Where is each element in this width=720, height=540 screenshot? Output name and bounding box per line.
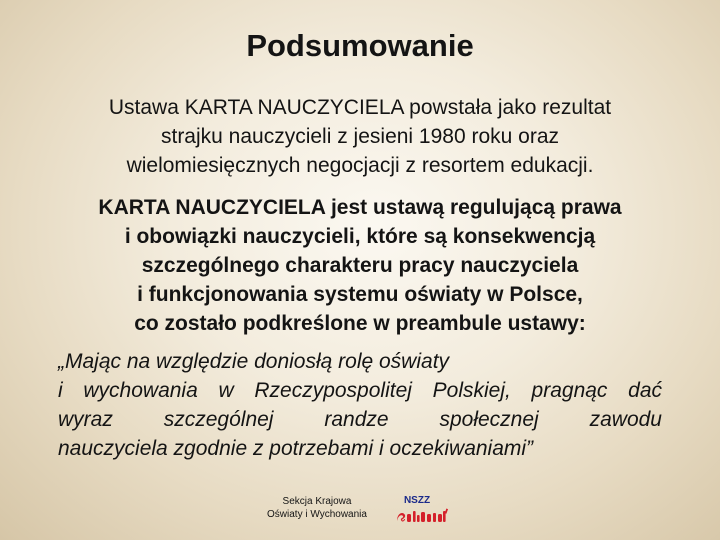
karta-paragraph (40, 193, 680, 338)
slide-title: Podsumowanie (246, 28, 474, 63)
preamble-quote (58, 347, 662, 463)
footer-organization (246, 495, 388, 521)
quote-line: „Mając na względzie doniosłą rolę oświaty (58, 350, 450, 373)
solidarnosc-logo-icon (396, 508, 448, 524)
intro-line: strajku nauczycieli z jesieni 1980 roku oraz (160, 125, 560, 148)
quote-line: wyraz szczególnej randze społecznej zawodu (58, 408, 662, 431)
intro-paragraph (40, 93, 680, 180)
karta-line: co zostało podkreślone w preambule ustawy: (134, 312, 586, 335)
karta-line: szczególnego charakteru pracy nauczyciela (141, 254, 579, 277)
logo-label: NSZZ (403, 495, 431, 506)
karta-line: KARTA NAUCZYCIELA jest ustawą regulującą prawa (98, 196, 622, 219)
solidarnosc-logo (392, 495, 448, 525)
quote-line: nauczyciela zgodnie z potrzebami i oczekiwaniami” (58, 437, 534, 460)
quote-line: i wychowania w Rzeczypospolitej Polskiej, pragnąc dać (58, 379, 662, 402)
footer-org-line: Sekcja Krajowa (282, 496, 352, 507)
footer-org-line: Oświaty i Wychowania (267, 509, 367, 520)
karta-line: i obowiązki nauczycieli, które są konsekwencją (124, 225, 596, 248)
intro-line: wielomiesięcznych negocjacji z resortem edukacji. (126, 154, 594, 177)
intro-line: Ustawa KARTA NAUCZYCIELA powstała jako rezultat (108, 96, 612, 119)
karta-line: i funkcjonowania systemu oświaty w Polsce, (137, 283, 583, 306)
